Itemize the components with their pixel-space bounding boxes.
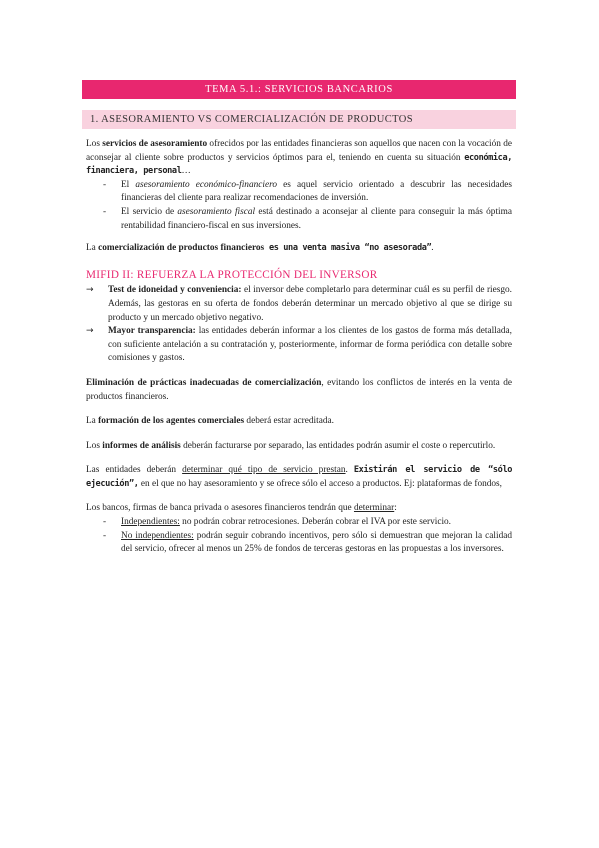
- dash-marker: -: [103, 517, 107, 528]
- dash-marker: -: [103, 530, 107, 541]
- commercialization-paragraph: [86, 242, 512, 256]
- bold-term: comercialización de productos financieros: [98, 243, 265, 254]
- text-run: podrán seguir cobrando incentivos, pero sólo si demuestran que mejoran la calidad del servicio, ofrecer al menos un 25% de fondos de terceras gestoras en las propuestas a los inversores.: [121, 530, 512, 555]
- text-run: La: [86, 243, 99, 254]
- list-item: [86, 206, 512, 233]
- emphasis-term: económica, financiera, personal: [86, 152, 512, 177]
- topic-title-bar: [82, 80, 516, 99]
- underlined-term: No independientes:: [121, 530, 194, 541]
- emphasis-term: es una venta masiva “no asesorada”: [264, 243, 432, 254]
- text-run: Los: [86, 440, 103, 451]
- arrow-icon: →: [86, 326, 94, 337]
- advice-types-list: [86, 179, 512, 233]
- text-run: en el que no hay asesoramiento y se ofrece sólo el acceso a productos. Ej: plataformas de fondos,: [138, 478, 503, 489]
- bold-term: Eliminación de prácticas inadecuadas de comercialización: [86, 377, 322, 388]
- training-paragraph: [86, 415, 512, 429]
- text-run: es aquel servicio orientado a descubrir las necesidades financieras del cliente para realizar recomendaciones de inversión.: [121, 179, 512, 204]
- bold-term: Mayor transparencia:: [108, 326, 196, 337]
- elimination-paragraph: [86, 377, 512, 404]
- section-heading: 1. ASESORAMIENTO VS COMERCIALIZACIÓN DE PRODUCTOS: [90, 114, 413, 125]
- advisor-types-list: [86, 516, 512, 557]
- underlined-term: determinar qué tipo de servicio prestan: [182, 465, 346, 476]
- mifid-heading: MIFID II: REFUERZA LA PROTECCIÓN DEL INVERSOR: [86, 268, 378, 281]
- list-item: [86, 325, 512, 366]
- intro-paragraph: [86, 138, 512, 179]
- text-run: deberán facturarse por separado, las entidades podrán asumir el coste o repercutirlo.: [180, 440, 496, 451]
- italic-term: asesoramiento económico-financiero: [135, 179, 278, 190]
- text-run: El servicio de: [121, 206, 178, 217]
- mifid-measures-list: [86, 284, 512, 366]
- text-run: :: [394, 503, 397, 514]
- underlined-term: Independientes:: [121, 517, 180, 528]
- text-run: El: [121, 179, 136, 190]
- reports-paragraph: [86, 440, 512, 454]
- arrow-icon: →: [86, 285, 94, 296]
- dash-marker: -: [103, 179, 107, 190]
- bold-term: Test de idoneidad y conveniencia:: [108, 285, 242, 296]
- italic-term: asesoramiento fiscal: [177, 206, 256, 217]
- text-run: el inversor debe completarlo para determinar cuál es su perfil de riesgo. Además, las gestoras en su oferta de fondos deberán determinar un mercado objetivo al que se dirige su producto y un mercado objetivo negativo.: [108, 285, 512, 323]
- list-item: [86, 530, 512, 557]
- document-body: [86, 138, 512, 557]
- text-run: .: [345, 465, 354, 476]
- topic-title: TEMA 5.1.: SERVICIOS BANCARIOS: [205, 84, 393, 95]
- text-run: Las entidades deberán: [86, 465, 183, 476]
- bold-term: servicios de asesoramiento: [102, 139, 208, 149]
- text-run: …: [181, 166, 191, 177]
- list-item: [86, 284, 512, 325]
- service-type-paragraph: [86, 464, 512, 491]
- list-item: [86, 516, 512, 530]
- text-run: , evitando los conflictos de interés en la venta de productos financieros.: [86, 377, 512, 402]
- text-run: Los: [86, 139, 103, 149]
- text-run: está destinado a aconsejar al cliente para conseguir la más óptima rentabilidad financiero-fiscal en sus inversiones.: [121, 206, 512, 231]
- underlined-term: determinar: [353, 503, 395, 514]
- text-run: ofrecidos por las entidades financieras son aquellos que nacen con la vocación de aconsejar al cliente sobre productos y servicios óptimos para el, teniendo en cuenta su situación: [86, 139, 512, 163]
- list-item: [86, 179, 512, 206]
- emphasis-term: Existirán el servicio de “sólo ejecución”,: [86, 465, 513, 489]
- text-run: .: [431, 243, 434, 254]
- bold-term: informes de análisis: [102, 440, 181, 451]
- text-run: Los bancos, firmas de banca privada o asesores financieros tendrán que: [86, 503, 354, 514]
- text-run: La: [86, 416, 99, 427]
- bold-term: formación de los agentes comerciales: [98, 416, 245, 427]
- dash-marker: -: [103, 206, 107, 217]
- banks-paragraph: [86, 502, 512, 516]
- text-run: deberá estar acreditada.: [244, 416, 334, 427]
- section-heading-bar: [82, 110, 516, 129]
- text-run: no podrán cobrar retrocesiones. Deberán cobrar el IVA por este servicio.: [179, 517, 451, 528]
- text-run: las entidades deberán informar a los clientes de los gastos de forma más detallada, con suficiente antelación a su contratación y, posteriormente, informar de forma periódica con detalle sobre comisiones y gastos.: [108, 326, 512, 364]
